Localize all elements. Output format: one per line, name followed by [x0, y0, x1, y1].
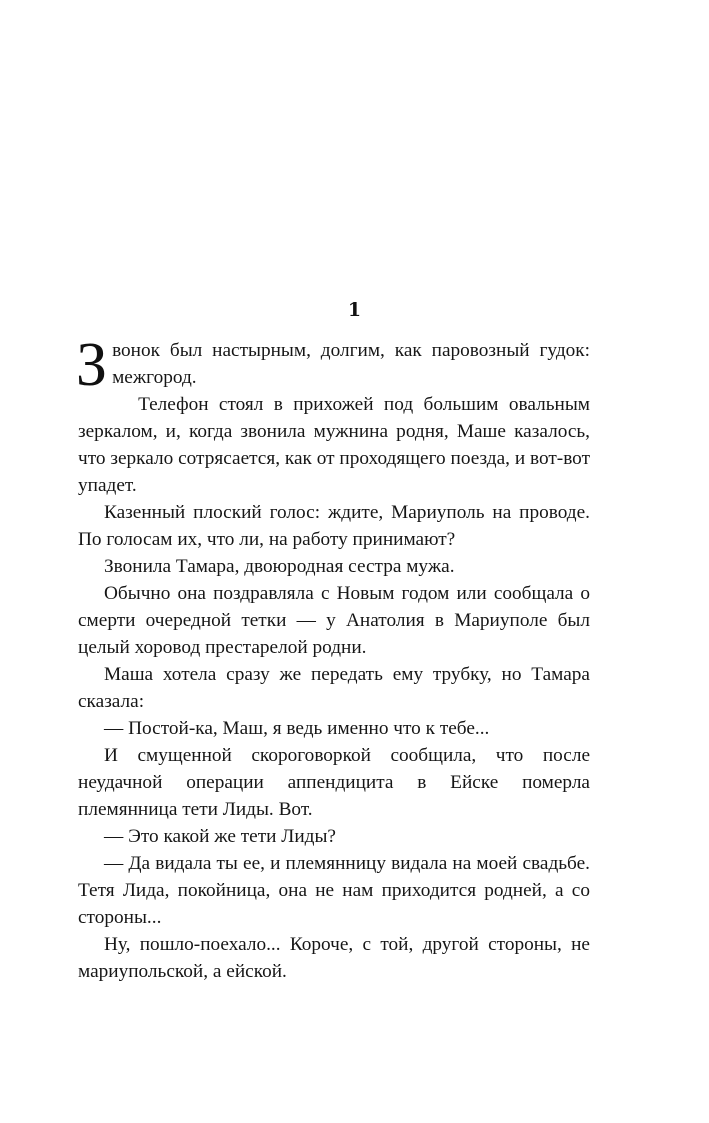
chapter-number: 1 — [347, 299, 362, 321]
paragraph-1 — [76, 331, 590, 399]
paragraph-8: И смущенной скороговоркой сообщила, что после неудачной операции аппендицита в Ейске померла племянница тети Лиды. Вот. — [78, 745, 590, 820]
paragraph-3: Казенный плоский голос: ждите, Мариуполь на проводе. По голосам их, что ли, на работу принимают? — [78, 502, 590, 550]
paragraph-11: Ну, пошло-поехало... Короче, с той, другой стороны, не мариупольской, а ейской. — [78, 934, 590, 982]
paragraph-2: Телефон стоял в прихожей под большим овальным зеркалом, и, когда звонила мужнина родня, Маше казалось, что зеркало сотрясается, как от проходящего поезда, и вот-вот упадет. — [78, 394, 590, 496]
paragraph-4: Звонила Тамара, двоюродная сестра мужа. — [104, 556, 455, 577]
paragraph-5: Обычно она поздравляла с Новым годом или сообщала о смерти очередной тетки — у Анатолия в Мариуполе был целый хоровод престарелой родни. — [78, 583, 590, 658]
body-text — [76, 331, 590, 985]
drop-cap: З — [76, 331, 108, 399]
paragraph-1-text: вонок был настырным, долгим, как паровозный гудок: межгород. — [112, 340, 590, 388]
paragraph-7: — Постой-ка, Маш, я ведь именно что к тебе... — [104, 718, 490, 739]
paragraph-6: Маша хотела сразу же передать ему трубку, но Тамара сказала: — [78, 664, 590, 712]
paragraph-9: — Это какой же тети Лиды? — [104, 826, 336, 847]
paragraph-10: — Да видала ты ее, и племянницу видала на моей свадьбе. Тетя Лида, покойница, она не нам приходится родней, а со стороны... — [78, 853, 590, 928]
